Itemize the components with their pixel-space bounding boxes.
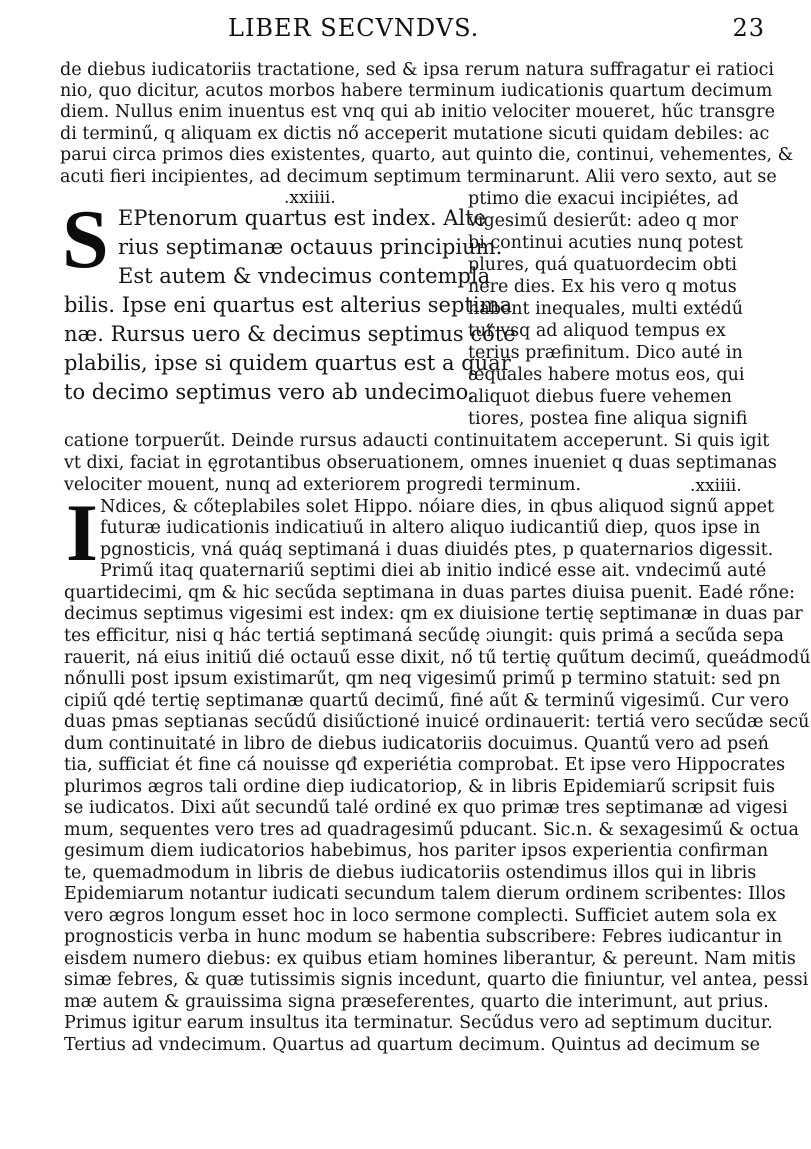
text-line: vigesimű desierűt: adeo q mor (468, 211, 739, 231)
chapter-number: .xxiiii. (690, 476, 742, 496)
page-number: 23 (732, 14, 765, 42)
text-line: se iudicatos. Dixi aűt secundű talé ordiné ex quo primæ tres septimanæ ad vigesi (64, 798, 788, 818)
text-line: EPtenorum quartus est index. Alte (118, 206, 486, 230)
text-line: te, quemadmodum in libris de diebus iudicatoriis ostendimus illos qui in libris (64, 863, 757, 883)
text-line: acuti fieri incipientes, ad decimum septimum terminarunt. Alii vero sexto, aut se (60, 167, 777, 187)
text-line: pgnosticis, vná quáq septimaná i duas diuidés ptes, p quaternarios digessit. (100, 540, 774, 560)
text-line: tia, sufficiat ét fine cá nouisse qđ experiétia comprobat. Et ipse vero Hippocrates (64, 755, 786, 775)
text-line: prognosticis verba in hunc modum se habentia subscribere: Febres iudicantur in (64, 927, 783, 947)
text-line: næ. Rursus uero & decimus septimus cőte (64, 322, 516, 346)
text-line: bilis. Ipse eni quartus est alterius septima (64, 293, 513, 317)
text-line: plabilis, ipse si quidem quartus est a quar (64, 351, 511, 375)
text-line: tes efficitur, nisi q hác tertiá septimaná secűdę ɔiungit: quis primá a secűda sepa (64, 626, 784, 646)
text-line: Est autem & vndecimus contempla (118, 264, 491, 288)
text-line: decimus septimus vigesimi est index: qm ex diuisione tertię septimanæ in duas par (64, 604, 803, 624)
text-line: habent inequales, multi extédű (468, 299, 744, 319)
text-line: mæ autem & grauissima signa præseferentes, quarto die interimunt, aut prius. (64, 992, 769, 1012)
text-line: Primus igitur earum insultus ita terminatur. Secűdus vero ad septimum ducitur. (64, 1013, 773, 1033)
text-line: eisdem numero diebus: ex quibus etiam homines liberantur, & pereunt. Nam mitis (64, 949, 796, 969)
text-line: parui circa primos dies existentes, quarto, aut quinto die, continui, vehementes, & (60, 145, 794, 165)
text-line: catione torpuerűt. Deinde rursus adaucti continuitatem acceperunt. Si quis igit (64, 431, 770, 451)
text-line: tur vsq ad aliquod tempus ex (468, 321, 726, 341)
text-line: Epidemiarum notantur iudicati secundum talem dierum ordinem scribentes: Illos (64, 884, 786, 904)
text-line: de diebus iudicatoriis tractatione, sed & ipsa rerum natura suffragatur ei ratioci (60, 60, 775, 80)
text-line: futuræ iudicationis indicatiuű in altero aliquo iudicantiű dieр, quos ipse in (100, 518, 761, 538)
drop-capital: S (62, 193, 109, 286)
text-line: terius præfinitum. Dico auté in (468, 343, 743, 363)
text-line: vero ægros longum esset hoc in loco sermone complecti. Sufficiet autem sola ex (64, 906, 777, 926)
text-line: di terminű, q aliquam ex dictis nő acceperit mutatione sicuti quidam debiles: ac (60, 124, 770, 144)
text-line: bi continui acuties nunq potest (468, 233, 744, 253)
text-line: Primű itaq quaternariű septimi diei ab initio indicé esse ait. vndecimű auté (100, 561, 767, 581)
running-header (60, 6, 765, 46)
running-title: LIBER SECVNDVS. (228, 14, 480, 42)
text-line: nio, quo dicitur, acutos morbos habere terminum iudicationis quartum decimum (60, 81, 773, 101)
text-line: velociter mouent, nunq ad exteriorem progredi terminum. (64, 475, 582, 495)
chapter-number: .xxiiii. (284, 188, 336, 208)
text-line: tiores, postea fine aliqua signifi (468, 409, 748, 429)
text-line: aliquot diebus fuere vehemen (468, 387, 732, 407)
text-line: rius septimanæ octauus principium. (118, 235, 503, 259)
text-line: rauerit, ná eius initiű dié octauű esse dixit, nő tű tertię quűtum decimű, queádmodű (64, 648, 811, 668)
text-line: gesimum diem iudicatorios habebimus, hos pariter ipsos experientia confirman (64, 841, 769, 861)
text-line: dum continuitaté in libro de diebus iudicatoriis docuimus. Quantű vero ad pseń (64, 734, 769, 754)
text-line: ptimo die exacui incipiétes, ad (468, 189, 739, 209)
text-line: vt dixi, faciat in ęgrotantibus obseruationem, omnes inueniet q duas septimanas (64, 453, 777, 473)
text-line: æquales habere motus eos, qui (468, 365, 745, 385)
text-line: mum, sequentes vero tres ad quadragesimű pducant. Sic.n. & sexagesimű & octua (64, 820, 799, 840)
text-line: plures, quá quatuordecim obti (468, 255, 737, 275)
text-line: cipiű qdé tertię septimanæ quartű decimű, finé aűt & terminű vigesimű. Cur vero (64, 691, 789, 711)
text-line: Tertius ad vndecimum. Quartus ad quartum decimum. Quintus ad decimum se (64, 1035, 760, 1055)
text-line: duas pmas septianas secűdű disiűctioné inuicé ordinauerit: tertiá vero secűdæ secű (64, 712, 810, 732)
text-line: diem. Nullus enim inuentus est vnq qui ab initio velociter moueret, hűc transgre (60, 102, 775, 122)
text-line: Ndices, & cőteplabiles solet Hippo. nóiare dies, in qbus aliquod signű appet (100, 497, 774, 517)
text-line: plurimos ægros tali ordine dieр iudicatorioр, & in libris Epidemiarű scripsit fuis (64, 777, 776, 797)
text-line: nere dies. Ex his vero q motus (468, 277, 737, 297)
text-line: simæ febres, & quæ tutissimis signis incedunt, quarto die finiuntur, vel antea, pessi (64, 970, 809, 990)
drop-capital: I (66, 487, 98, 578)
text-line: nőnulli post ipsum existimarűt, qm neq vigesimű primű p termino statuit: sed pn (64, 669, 781, 689)
text-line: quartidecimi, qm & hic secűda septimana in duas partes diuisa puenit. Eadé rőne: (64, 583, 796, 603)
text-line: to decimo septimus vero ab undecimo. (64, 380, 475, 404)
